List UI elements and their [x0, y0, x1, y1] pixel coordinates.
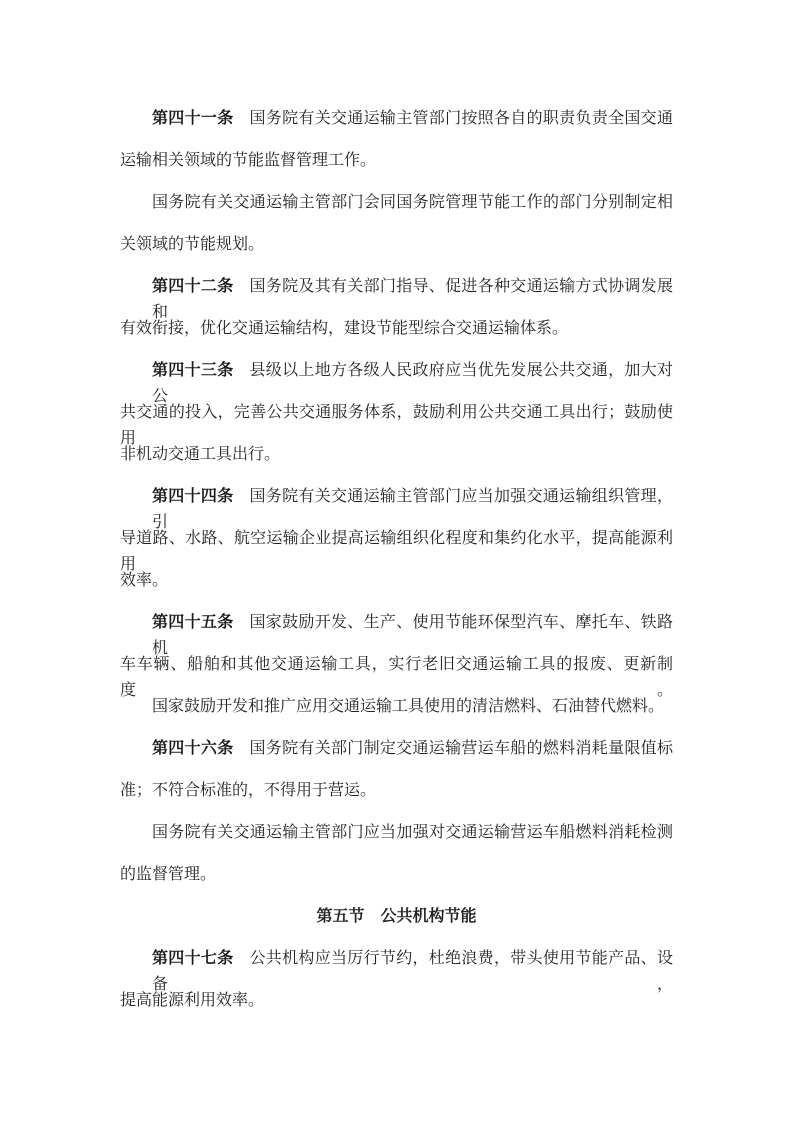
section-number: 第五节 [316, 906, 365, 925]
article-41-number: 第四十一条 [152, 108, 234, 127]
article-45-line-1 [0, 609, 793, 657]
article-43-number: 第四十三条 [152, 360, 234, 379]
article-41-line-1 [0, 105, 793, 131]
article-41-para-2-line-1: 国务院有关交通运输主管部门会同国务院管理节能工作的部门分别制定相 [152, 192, 673, 211]
article-42-number: 第四十二条 [152, 276, 234, 295]
section-heading [0, 903, 793, 929]
article-45-line-2: 车车辆、船舶和其他交通运输工具，实行老旧交通运输工具的报废、更新制度。 [120, 654, 673, 699]
article-44-line-3: 效率。 [120, 570, 169, 589]
article-47-number: 第四十七条 [152, 948, 234, 967]
article-46-line-1 [0, 735, 793, 761]
article-44-line-2: 导道路、水路、航空运输企业提高运输组织化程度和集约化水平，提高能源利用 [120, 528, 673, 573]
article-44-number: 第四十四条 [152, 486, 234, 505]
article-47-line-2: 提高能源利用效率。 [120, 990, 265, 1009]
article-46-para-2-line-2: 的监督管理。 [120, 864, 217, 883]
article-41-para-2-line-2: 关领域的节能规划。 [120, 234, 265, 253]
article-41-text-1: 国务院有关交通运输主管部门按照各自的职责负责全国交通 [249, 108, 673, 127]
article-45-text-1: 国家鼓励开发、生产、使用节能环保型汽车、摩托车、铁路机 [152, 612, 673, 657]
article-42-line-1 [0, 273, 793, 321]
article-43-text-1: 县级以上地方各级人民政府应当优先发展公共交通，加大对公 [152, 360, 673, 405]
article-41-line-2: 运输相关领域的节能监督管理工作。 [120, 150, 377, 169]
article-47-line-1 [0, 945, 793, 993]
article-42-line-2: 有效衔接，优化交通运输结构，建设节能型综合交通运输体系。 [120, 318, 569, 337]
article-44-line-1 [0, 483, 793, 531]
article-45-number: 第四十五条 [152, 612, 234, 631]
article-46-number: 第四十六条 [152, 738, 234, 757]
article-44-text-1: 国务院有关交通运输主管部门应当加强交通运输组织管理，引 [152, 486, 673, 531]
article-46-para-2-line-1: 国务院有关交通运输主管部门应当加强对交通运输营运车船燃料消耗检测 [152, 822, 673, 841]
article-45-para-2-line-1: 国家鼓励开发和推广应用交通运输工具使用的清洁燃料、石油替代燃料。 [152, 696, 665, 715]
article-46-line-2: 准；不符合标准的，不得用于营运。 [120, 780, 377, 799]
article-43-line-2: 共交通的投入，完善公共交通服务体系，鼓励利用公共交通工具出行；鼓励使用 [120, 402, 673, 447]
section-title: 公共机构节能 [380, 906, 477, 925]
article-43-line-3: 非机动交通工具出行。 [120, 444, 281, 463]
article-47-text-1: 公共机构应当厉行节约，杜绝浪费，带头使用节能产品、设备， [152, 948, 673, 993]
article-42-text-1: 国务院及其有关部门指导、促进各种交通运输方式协调发展和 [152, 276, 673, 321]
article-43-line-1 [0, 357, 793, 405]
article-46-text-1: 国务院有关部门制定交通运输营运车船的燃料消耗量限值标 [249, 738, 673, 757]
